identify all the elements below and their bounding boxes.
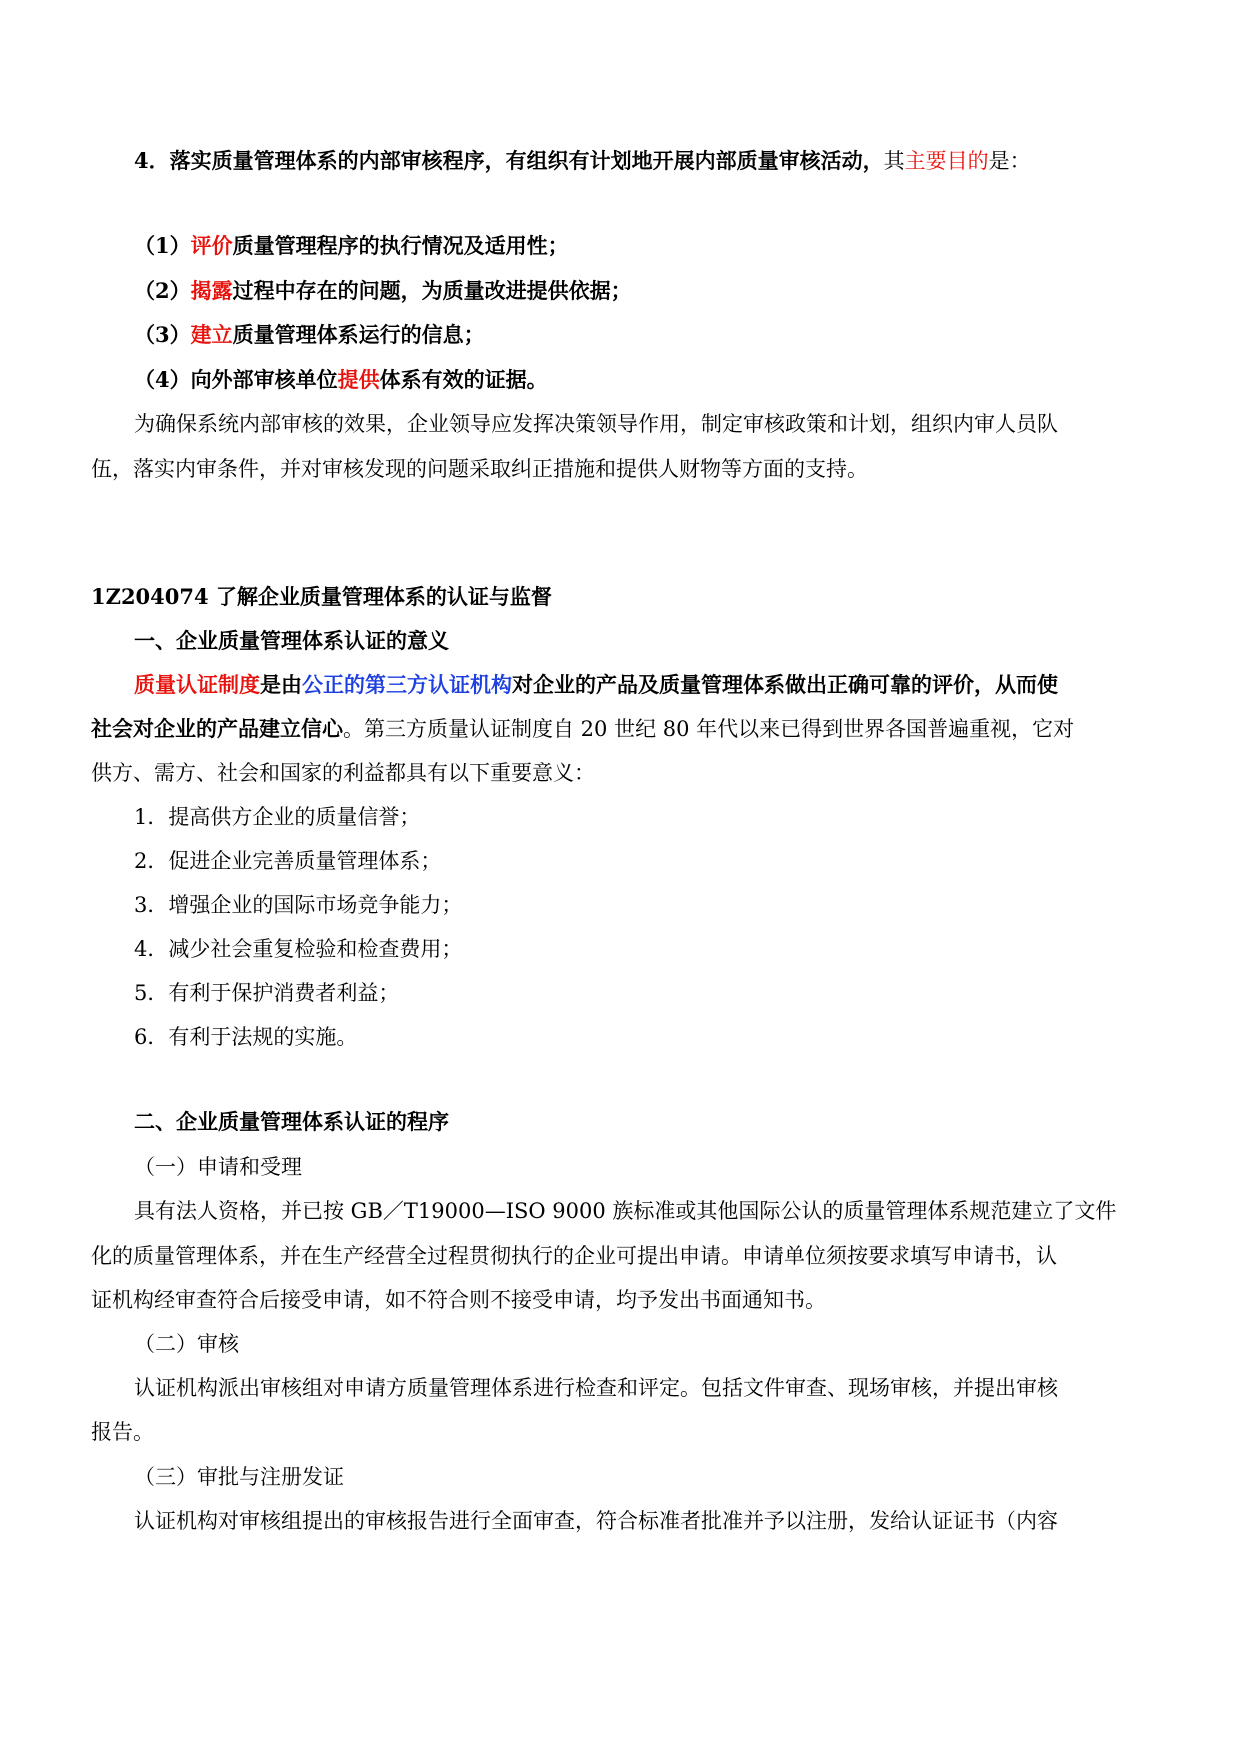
item-keyword: 揭露 xyxy=(190,278,233,303)
intro-end: 是： xyxy=(988,149,1031,173)
heading-significance: 一、企业质量管理体系认证的意义 xyxy=(134,628,449,653)
paragraph-line: 报告。 xyxy=(91,1420,154,1444)
bold-text: 对企业的产品及质量管理体系做出正确可靠的评价，从而使 xyxy=(512,672,1058,697)
item-text: 质量管理程序的执行情况及适用性； xyxy=(232,233,569,258)
paragraph-line: 证机构经审查符合后接受申请，如不符合则不接受申请，均予发出书面通知书。 xyxy=(91,1288,826,1312)
paragraph-line: 具有法人资格，并已按 GB／T19000—ISO 9000 族标准或其他国际公认的质量管理体系规范建立了文件 xyxy=(134,1199,1117,1223)
intro-plain: 其 xyxy=(883,149,905,173)
paragraph-line: 伍，落实内审条件，并对审核发现的问题采取纠正措施和提供人财物等方面的支持。 xyxy=(91,457,868,481)
subheading-application: （一）申请和受理 xyxy=(134,1155,302,1179)
item-number: （2） xyxy=(134,278,191,303)
item-number: （3） xyxy=(134,322,191,347)
item-keyword: 评价 xyxy=(190,233,233,258)
intro-bold: 4．落实质量管理体系的内部审核程序，有组织有计划地开展内部质量审核活动， xyxy=(134,148,884,173)
item-number: （4） xyxy=(134,367,191,392)
paragraph-line: 为确保系统内部审核的效果，企业领导应发挥决策领导作用，制定审核政策和计划，组织内审人员队 xyxy=(134,412,1058,436)
intro-highlight: 主要目的 xyxy=(904,149,989,173)
intro-line xyxy=(134,146,1031,176)
bold-text: 社会对企业的产品建立信心 xyxy=(91,716,343,741)
item-prefix: 向外部审核单位 xyxy=(190,367,338,392)
item-text: 过程中存在的问题，为质量改进提供依据； xyxy=(232,278,632,303)
term-certification-system: 质量认证制度 xyxy=(134,672,260,697)
subheading-approval: （三）审批与注册发证 xyxy=(134,1465,344,1489)
list-item: 2．促进企业完善质量管理体系； xyxy=(134,849,442,873)
list-item: 4．减少社会重复检验和检查费用； xyxy=(134,937,463,961)
significance-para-line-2 xyxy=(91,714,1074,744)
plain-text: 。第三方质量认证制度自 20 世纪 80 年代以来已得到世界各国普遍重视，它对 xyxy=(343,717,1075,741)
item-keyword: 提供 xyxy=(337,367,380,392)
item-keyword: 建立 xyxy=(190,322,233,347)
list-item: 6．有利于法规的实施。 xyxy=(134,1025,358,1049)
purpose-item-2 xyxy=(134,276,632,306)
item-number: （1） xyxy=(134,233,191,258)
section-code-title: 1Z204074 了解企业质量管理体系的认证与监督 xyxy=(91,584,552,609)
purpose-item-1 xyxy=(134,231,569,261)
bold-text: 是由 xyxy=(260,672,302,697)
significance-para-line-1 xyxy=(134,670,1058,700)
heading-procedure: 二、企业质量管理体系认证的程序 xyxy=(134,1109,449,1134)
paragraph-line: 认证机构对审核组提出的审核报告进行全面审查，符合标准者批准并予以注册，发给认证证书（内容 xyxy=(134,1509,1058,1533)
purpose-item-3 xyxy=(134,320,485,350)
purpose-item-4 xyxy=(134,365,548,395)
list-item: 1．提高供方企业的质量信誉； xyxy=(134,805,421,829)
paragraph-line: 化的质量管理体系，并在生产经营全过程贯彻执行的企业可提出申请。申请单位须按要求填写申请书，认 xyxy=(91,1244,1057,1268)
subheading-audit: （二）审核 xyxy=(134,1332,239,1356)
significance-para-line-3: 供方、需方、社会和国家的利益都具有以下重要意义： xyxy=(91,761,595,785)
paragraph-line: 认证机构派出审核组对申请方质量管理体系进行检查和评定。包括文件审查、现场审核，并提出审核 xyxy=(134,1376,1058,1400)
term-third-party: 公正的第三方认证机构 xyxy=(302,672,512,697)
list-item: 5．有利于保护消费者利益； xyxy=(134,981,400,1005)
item-text: 体系有效的证据。 xyxy=(379,367,548,392)
item-text: 质量管理体系运行的信息； xyxy=(232,322,485,347)
list-item: 3．增强企业的国际市场竞争能力； xyxy=(134,893,463,917)
